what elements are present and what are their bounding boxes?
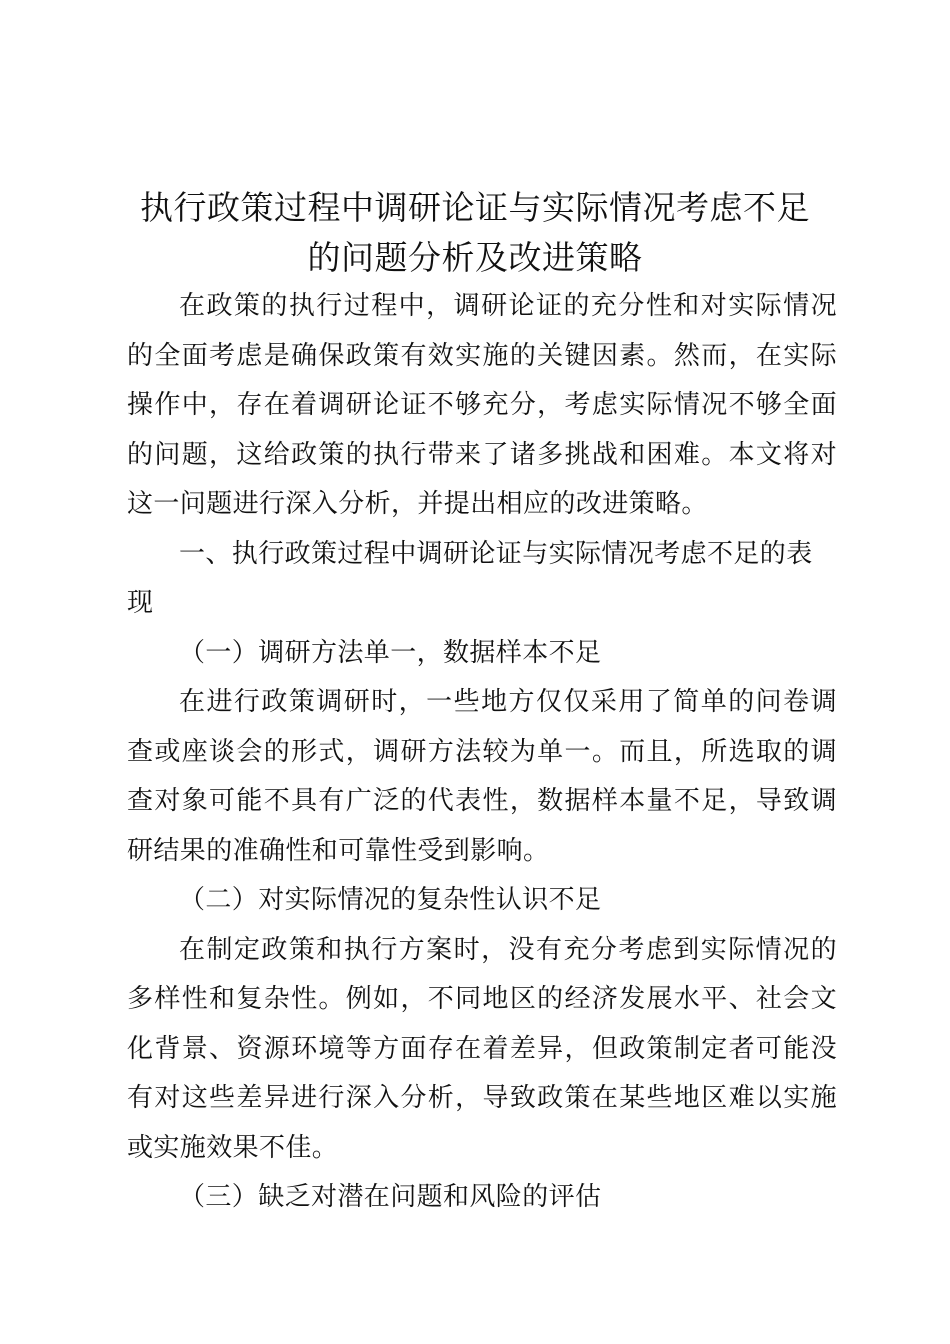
- document-body: [127, 282, 837, 1223]
- subsection-2-heading: （二）对实际情况的复杂性认识不足: [179, 885, 602, 915]
- document-title-line-2: 的问题分析及改进策略: [307, 238, 643, 277]
- subsection-1-heading: （一）调研方法单一，数据样本不足: [179, 637, 602, 668]
- subsection-2-paragraph: 在制定政策和执行方案时，没有充分考虑到实际情况的多样性和复杂性。例如，不同地区的经济发展水平、社会文化背景、资源环境等方面存在着差异，但政策制定者可能没有对这些差异进行深入分析，导致政策在某些地区难以实施或实施效果不佳。: [127, 934, 837, 1163]
- subsection-3-heading: （三）缺乏对潜在问题和风险的评估: [179, 1182, 602, 1212]
- document-title-line-1: 执行政策过程中调研论证与实际情况考虑不足: [140, 188, 810, 227]
- subsection-1-paragraph: 在进行政策调研时，一些地方仅仅采用了简单的问卷调查或座谈会的形式，调研方法较为单一。而且，所选取的调查对象可能不具有广泛的代表性，数据样本量不足，导致调研结果的准确性和可靠性受到影响。: [127, 687, 837, 866]
- section-1-heading: 一、执行政策过程中调研论证与实际情况考虑不足的表现: [127, 538, 813, 618]
- intro-paragraph: 在政策的执行过程中，调研论证的充分性和对实际情况的全面考虑是确保政策有效实施的关键因素。然而，在实际操作中，存在着调研论证不够充分，考虑实际情况不够全面的问题，这给政策的执行带来了诸多挑战和困难。本文将对这一问题进行深入分析，并提出相应的改进策略。: [127, 291, 837, 519]
